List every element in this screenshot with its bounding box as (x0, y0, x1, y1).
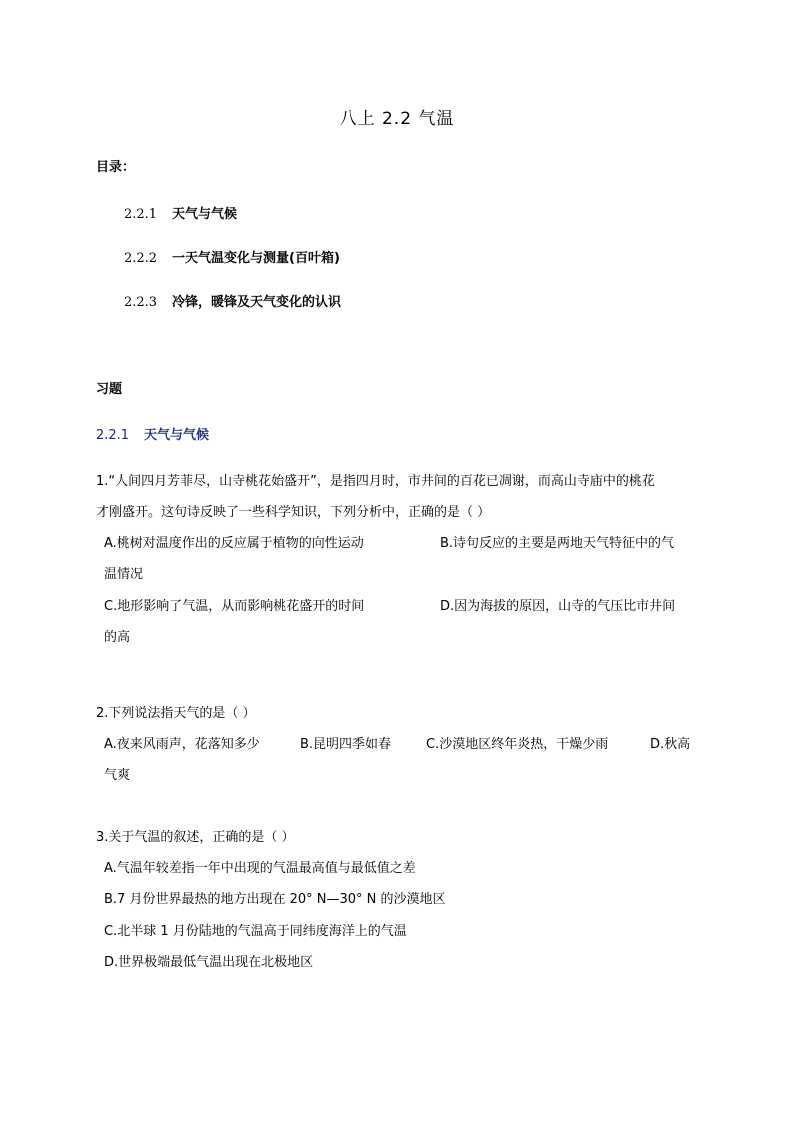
question-3-option-a: A.气温年较差指一年中出现的气温最高值与最低值之差 (104, 861, 416, 876)
question-2-option-d-cont: 气爽 (104, 768, 131, 783)
question-2-option-b: B.昆明四季如春 (300, 737, 392, 752)
question-3-option-b: B.7 月份世界最热的地方出现在 20° N—30° N 的沙漠地区 (104, 892, 446, 907)
question-1-stem-cont: 才刚盛开。这句诗反映了一些科学知识，下列分析中，正确的是（ ） (96, 505, 491, 520)
question-1-option-c: C.地形影响了气温，从而影响桃花盛开的时间 (104, 599, 365, 614)
question-3-stem: 3.关于气温的叙述，正确的是（ ） (96, 830, 295, 845)
question-2-option-c: C.沙漠地区终年炎热，干燥少雨 (426, 737, 609, 752)
question-1-option-b: B.诗句反应的主要是两地天气特征中的气 (440, 536, 675, 551)
toc-item-number: 2.2.2 (124, 251, 158, 266)
toc-item (124, 291, 341, 310)
toc-item (124, 203, 237, 222)
subsection-heading (96, 424, 209, 443)
question-3-option-c: C.北半球 1 月份陆地的气温高于同纬度海洋上的气温 (104, 924, 407, 939)
toc-item-label: 一天气温变化与测量(百叶箱) (172, 251, 340, 266)
question-2-option-a: A.夜来风雨声，花落知多少 (104, 737, 260, 752)
subsection-number: 2.2.1 (96, 428, 130, 443)
question-1-option-d: D.因为海拔的原因，山寺的气压比市井间 (440, 599, 676, 614)
question-1-option-d-cont: 的高 (104, 630, 131, 645)
question-3-option-d: D.世界极端最低气温出现在北极地区 (104, 955, 314, 970)
subsection-label: 天气与气候 (144, 428, 210, 443)
page-title: 八上 2.2 气温 (339, 109, 455, 129)
toc-item-number: 2.2.1 (124, 207, 158, 222)
question-1-option-b-cont: 温情况 (104, 567, 144, 582)
toc-heading: 目录： (96, 160, 136, 175)
exercises-heading: 习题 (96, 382, 123, 397)
toc-item-number: 2.2.3 (124, 295, 158, 310)
question-1-option-a: A.桃树对温度作出的反应属于植物的向性运动 (104, 536, 364, 551)
question-1-stem: 1.“人间四月芳菲尽，山寺桃花始盛开”，是指四月时，市井间的百花已凋谢，而高山寺庙中的桃花 (96, 474, 655, 489)
question-2-stem: 2.下列说法指天气的是（ ） (96, 706, 256, 721)
toc-item-label: 天气与气候 (172, 207, 238, 222)
toc-item-label: 冷锋，暖锋及天气变化的认识 (172, 295, 342, 310)
question-2-option-d: D.秋高 (650, 737, 691, 752)
toc-item (124, 247, 340, 266)
